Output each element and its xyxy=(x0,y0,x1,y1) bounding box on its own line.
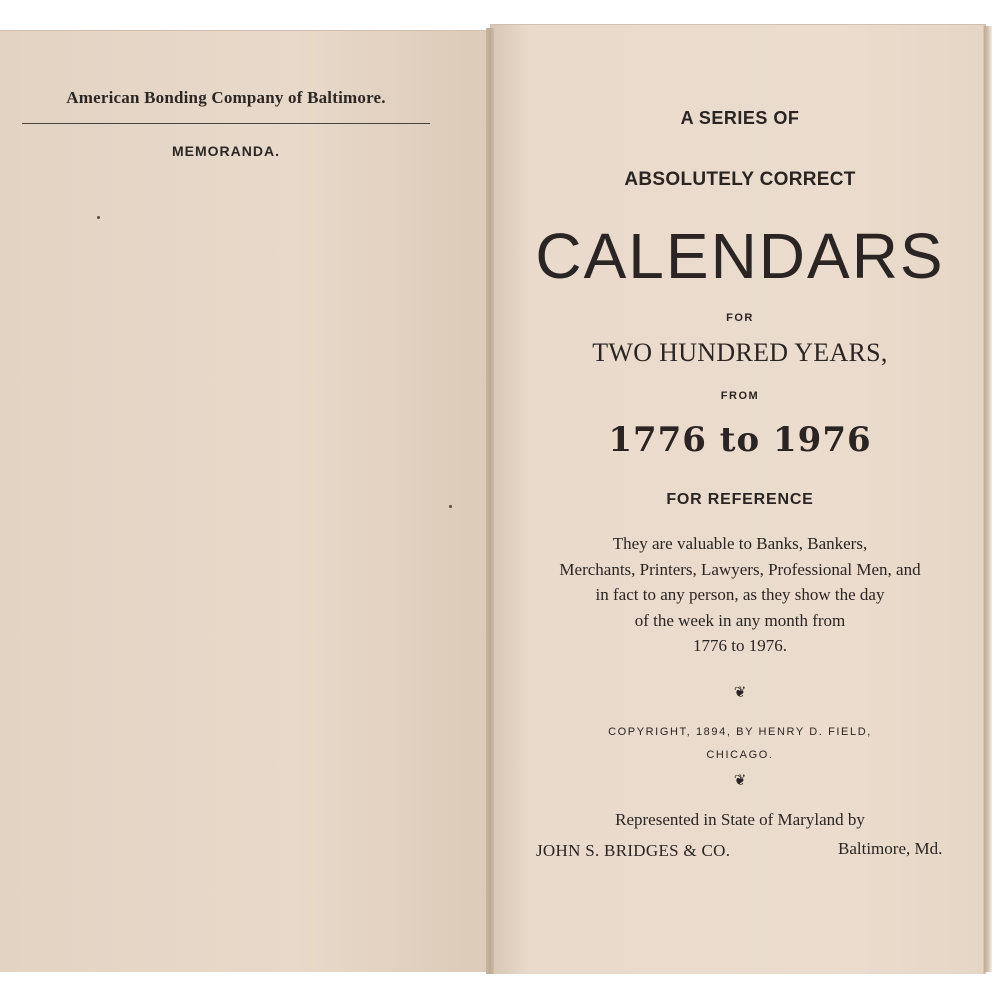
copyright-notice xyxy=(490,721,990,767)
year-range: 1776 to 1976 xyxy=(608,420,872,460)
description-line: They are valuable to Banks, Bankers, xyxy=(612,534,868,553)
description-line: 1776 to 1976. xyxy=(693,636,787,655)
from-line: FROM xyxy=(720,390,760,402)
paper-speck xyxy=(97,216,100,219)
agent-name: JOHN S. BRIDGES & CO. xyxy=(536,841,731,860)
two-hundred-years-line: TWO HUNDRED YEARS, xyxy=(592,338,888,367)
for-reference-line: FOR REFERENCE xyxy=(666,491,814,508)
paper-speck xyxy=(449,505,452,508)
company-header: American Bonding Company of Baltimore. xyxy=(66,88,386,107)
for-line: FOR xyxy=(726,312,754,324)
description xyxy=(490,531,990,659)
description-line: in fact to any person, as they show the day xyxy=(595,585,885,604)
series-line: A SERIES OF xyxy=(680,108,800,128)
fleuron-ornament-icon: ❦ xyxy=(733,683,747,701)
agent-city: Baltimore, Md. xyxy=(838,839,943,858)
represented-line: Represented in State of Maryland by xyxy=(615,810,865,829)
description-line: of the week in any month from xyxy=(634,610,846,630)
description-line: Merchants, Printers, Lawyers, Professional Men, and xyxy=(559,559,921,579)
fleuron-ornament-icon: ❦ xyxy=(733,771,747,789)
header-divider xyxy=(22,123,430,124)
calendars-title: CALENDARS xyxy=(535,220,945,292)
memoranda-heading: MEMORANDA. xyxy=(172,143,280,159)
copyright-city: CHICAGO. xyxy=(706,749,774,761)
absolutely-correct-line: ABSOLUTELY CORRECT xyxy=(624,169,856,190)
copyright-line: COPYRIGHT, 1894, BY HENRY D. FIELD, xyxy=(608,726,872,738)
left-page xyxy=(0,30,490,972)
